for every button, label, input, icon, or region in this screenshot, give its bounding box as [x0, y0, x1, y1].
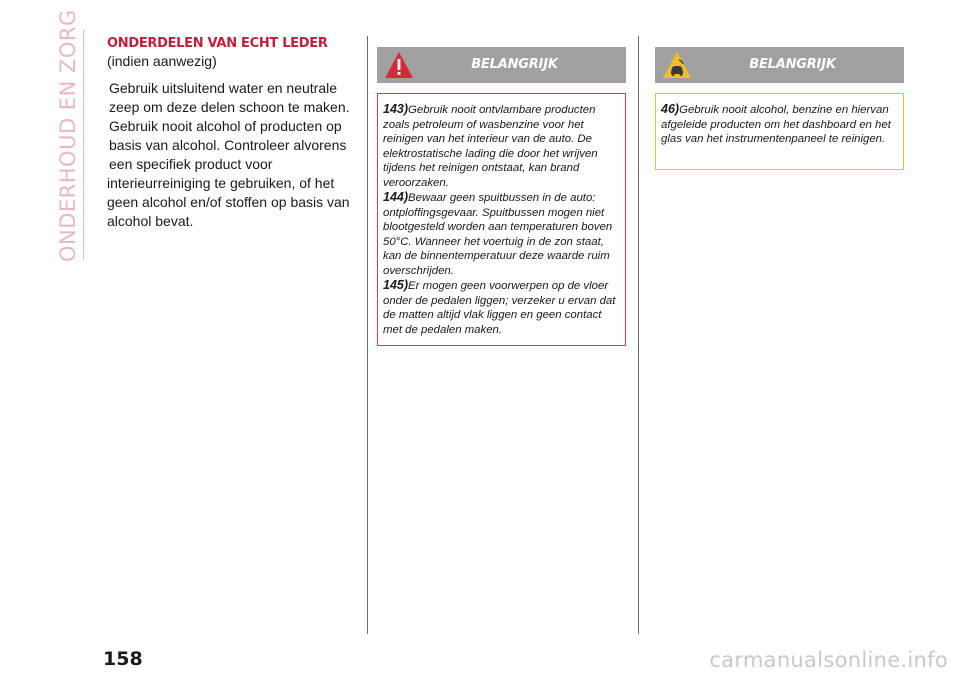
- body-line: een specifiek product voor: [109, 156, 273, 172]
- column-divider: [638, 36, 639, 634]
- warning-item: 46)Gebruik nooit alcohol, benzine en hiervan afgeleide producten om het dashboard en het glas van het instrumentenpaneel te reinigen.: [661, 102, 891, 145]
- body-line: Gebruik uitsluitend water en neutrale: [109, 80, 338, 96]
- warning-item: 143)Gebruik nooit ontvlambare producten zoals petroleum of wasbenzine voor het reinigen van het interieur van de auto. De elektrostatische lading die door het wrijven tijdens het reinigen ontstaat, kan brand veroorzaken.: [383, 102, 598, 189]
- section-body: [107, 79, 352, 231]
- body-line: geen alcohol en/of stoffen op basis van: [107, 194, 350, 210]
- section-leather: [107, 36, 352, 231]
- chapter-title: ONDERHOUD EN ZORG: [56, 9, 80, 262]
- warning-item: 144)Bewaar geen spuitbussen in de auto: ontploffingsgevaar. Spuitbussen mogen niet blootgesteld worden aan temperaturen boven 50°C. Wanneer het voertuig in de zon staat, kan de binnentemperatuur deze waarde ruim overschrijden.: [383, 190, 613, 277]
- body-line: interieurreiniging te gebruiken, of het: [107, 175, 335, 191]
- chapter-divider: [83, 30, 84, 260]
- body-line: Gebruik nooit alcohol of producten op: [109, 118, 342, 134]
- body-line: basis van alcohol. Controleer alvorens: [109, 137, 347, 153]
- warning-title: BELANGRIJK: [749, 57, 836, 72]
- warning-header-red: [377, 47, 626, 83]
- section-title: ONDERDELEN VAN ECHT LEDER: [107, 36, 328, 51]
- warning-box-yellow: [655, 93, 904, 170]
- body-line: zeep om deze delen schoon te maken.: [109, 99, 350, 115]
- warning-header-yellow: [655, 47, 904, 83]
- watermark: carmanualsonline.info: [709, 648, 948, 672]
- warning-item: 145)Er mogen geen voorwerpen op de vloer onder de pedalen liggen; verzeker u ervan dat de matten altijd vlak liggen en geen contact met de pedalen maken.: [383, 278, 616, 336]
- section-subtitle: (indien aanwezig): [107, 53, 217, 69]
- column-divider: [367, 36, 368, 634]
- body-line: alcohol bevat.: [107, 213, 194, 229]
- warning-box-red: [377, 93, 626, 346]
- page-number: 158: [103, 648, 143, 670]
- warning-title: BELANGRIJK: [471, 57, 558, 72]
